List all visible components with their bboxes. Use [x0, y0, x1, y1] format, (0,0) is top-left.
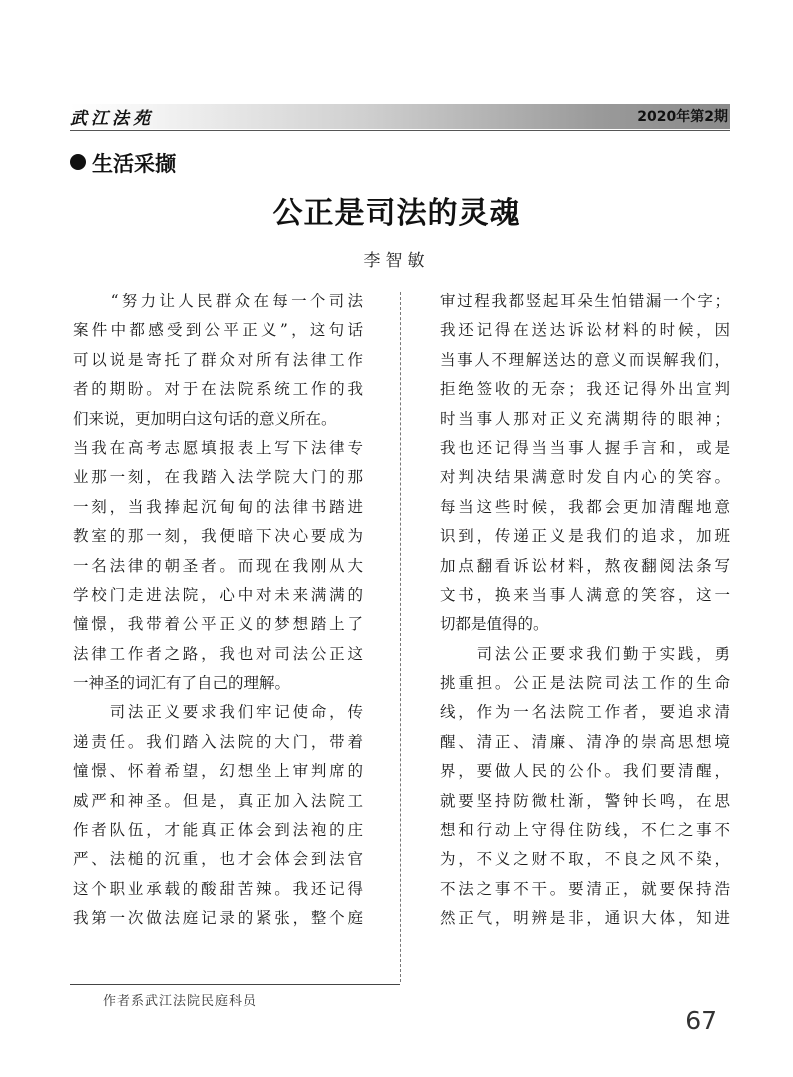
body-column-right [440, 287, 730, 934]
author-footnote: 作者系武江法院民庭科员 [103, 994, 258, 1009]
text-line: 递责任。我们踏入法院的大门，带着 [73, 732, 363, 751]
text-line: 识到，传递正义是我们的追求，加班 [440, 527, 730, 546]
text-line: 憧憬、怀着希望，幻想坐上审判席的 [73, 762, 363, 781]
text-line: 可以说是寄托了群众对所有法律工作 [73, 350, 363, 369]
text-line: 教室的那一刻，我便暗下决心要成为 [73, 527, 363, 546]
text-line: 学校门走进法院，心中对未来满满的 [73, 585, 363, 604]
running-header [70, 101, 730, 131]
text-line: 憧憬，我带着公平正义的梦想踏上了 [73, 615, 363, 634]
section-heading [70, 148, 176, 178]
text-line: 作者队伍，才能真正体会到法袍的庄 [73, 821, 363, 840]
text-line: 们来说，更加明白这句话的意义所在。 [73, 409, 337, 428]
text-line: 威严和神圣。但是，真正加入法院工 [73, 791, 363, 810]
text-line: 对判决结果满意时发自内心的笑容。 [440, 468, 730, 487]
text-line: 不法之事不干。要清正，就要保持浩 [440, 879, 730, 898]
text-line: 切都是值得的。 [440, 615, 549, 634]
text-line: “努力让人民群众在每一个司法 [73, 292, 363, 310]
bullet-dot-icon [70, 154, 86, 170]
text-line: 时当事人那对正义充满期待的眼神； [440, 409, 730, 428]
text-line: 我第一次做法庭记录的紧张，整个庭 [73, 909, 363, 928]
text-line: 加点翻看诉讼材料，熬夜翻阅法条写 [440, 556, 730, 575]
journal-name: 武江法苑 [70, 109, 154, 129]
page-number: 67 [685, 1006, 717, 1035]
article-title: 公正是司法的灵魂 [272, 196, 521, 231]
body-column-left [73, 287, 363, 934]
text-line: 挑重担。公正是法院司法工作的生命 [440, 674, 730, 693]
text-line: 界，要做人民的公仆。我们要清醒， [440, 762, 730, 781]
text-line: 一神圣的词汇有了自己的理解。 [73, 674, 291, 693]
issue-number: 2020年第2期 [637, 109, 728, 125]
text-line: 当事人不理解送达的意义而误解我们， [440, 350, 730, 369]
text-line: 业那一刻，在我踏入法学院大门的那 [73, 468, 363, 487]
text-line: 我还记得在送达诉讼材料的时候，因 [440, 321, 730, 340]
text-line: 然正气，明辨是非，通识大体，知进 [440, 909, 730, 928]
text-line: 司法公正要求我们勤于实践，勇 [440, 644, 730, 663]
text-line: 就要坚持防微杜渐，警钟长鸣，在思 [440, 791, 730, 810]
text-line: 线，作为一名法院工作者，要追求清 [440, 703, 730, 722]
text-line: 醒、清正、清廉、清净的崇高思想境 [440, 732, 730, 751]
header-gradient-band [70, 104, 730, 129]
text-line: 司法正义要求我们牢记使命，传 [73, 703, 363, 722]
text-line: 法律工作者之路，我也对司法公正这 [73, 644, 363, 663]
header-rule [70, 130, 730, 131]
text-line: 我也还记得当当事人握手言和，或是 [440, 438, 730, 457]
text-line: 严、法槌的沉重，也才会体会到法官 [73, 850, 363, 869]
text-line: 想和行动上守得住防线，不仁之事不 [440, 821, 730, 840]
text-line: 一刻，当我捧起沉甸甸的法律书踏进 [73, 497, 363, 516]
text-line: 为，不义之财不取，不良之风不染， [440, 850, 730, 869]
text-line: 审过程我都竖起耳朵生怕错漏一个字； [440, 292, 730, 310]
text-line: 拒绝签收的无奈；我还记得外出宣判 [440, 380, 730, 399]
column-divider [400, 292, 401, 982]
text-line: 案件中都感受到公平正义”，这句话 [73, 321, 363, 340]
text-line: 当我在高考志愿填报表上写下法律专 [73, 438, 363, 457]
footnote-rule [70, 984, 400, 985]
text-line: 这个职业承载的酸甜苦辣。我还记得 [73, 879, 363, 898]
text-line: 者的期盼。对于在法院系统工作的我 [73, 380, 363, 399]
text-line: 一名法律的朝圣者。而现在我刚从大 [73, 556, 363, 575]
section-label: 生活采撷 [92, 152, 176, 176]
text-line: 文书，换来当事人满意的笑容，这一 [440, 585, 730, 604]
text-line: 每当这些时候，我都会更加清醒地意 [440, 497, 730, 516]
article-author: 李智敏 [363, 251, 430, 271]
